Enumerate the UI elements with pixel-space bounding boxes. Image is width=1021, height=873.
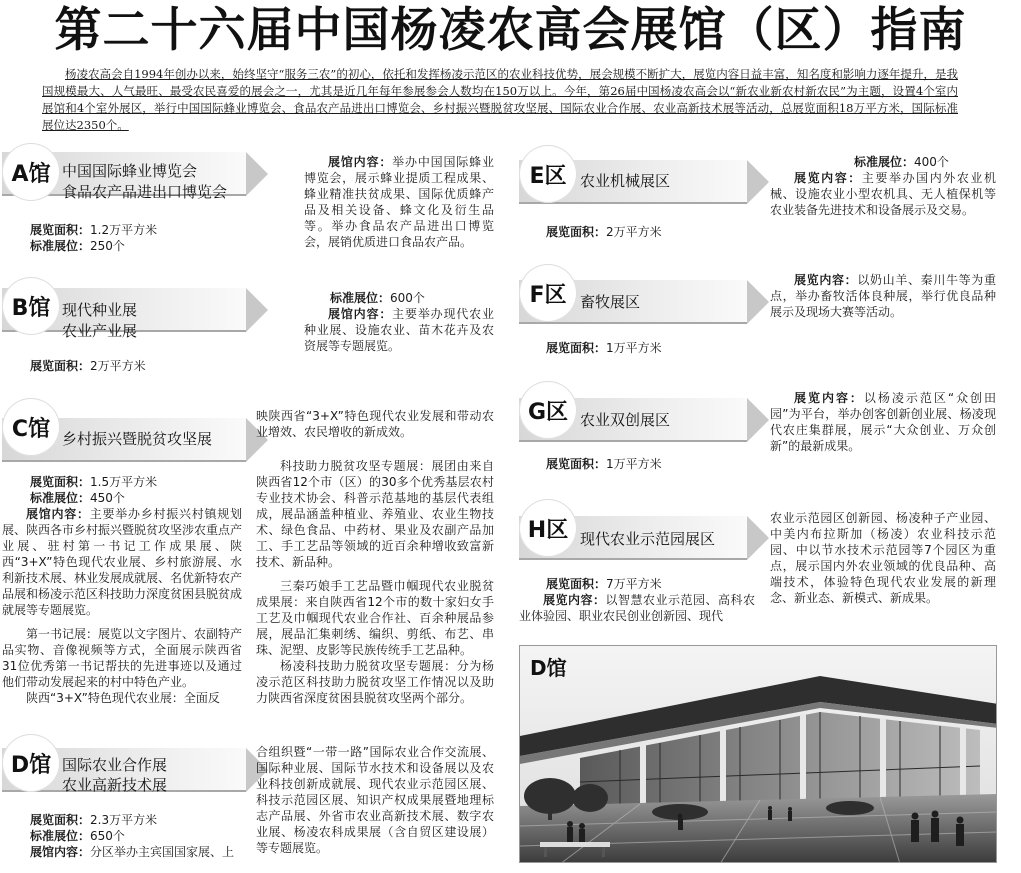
zone-h-content-a-text: 以智慧农业示范园、高科农业体验园、职业农民创业创新园、现代 [519, 593, 755, 623]
zone-g-badge: G区 [519, 381, 577, 439]
zone-f-badge: F区 [519, 264, 577, 322]
booths-label: 标准展位： [30, 829, 91, 843]
content-label: 展馆内容： [328, 155, 393, 169]
page-title: 第二十六届中国杨凌农高会展馆（区）指南 [54, 3, 967, 58]
hall-c-booths-value: 450个 [90, 491, 125, 505]
hall-c-area [30, 474, 157, 490]
hall-c-content [2, 506, 242, 618]
hall-c-content-text: 主要举办乡村振兴村镇规划展、陕西各市乡村振兴暨脱贫攻坚涉农重点产业展、驻村第一书记工作成果展、陕西“3+X”特色现代农业展、乡村旅游展、水利新技术展、林业发展成就展、名优新特农产品展和杨凌示范区科技助力深度贫困县脱贫成就展等专题展览。 [2, 507, 243, 617]
booths-label: 标准展位： [30, 491, 91, 505]
zone-f-name: 畜牧展区 [580, 293, 641, 311]
hall-a-content [304, 154, 494, 250]
hall-c-section-5: 杨凌科技助力脱贫攻坚专题展：分为杨凌示范区科技助力脱贫攻坚工作情况以及助力陕西省深度贫困县脱贫攻坚两个部分。 [256, 659, 494, 705]
hall-c-section-4: 三秦巧娘手工艺品暨巾帼现代农业脱贫成果展：来自陕西省12个市的数十家妇女手工艺及巾帼现代农业合作社、百余种展品参展，展品汇集刺绣、编织、剪纸、布艺、串珠、泥塑、皮影等民族传统手工艺品种。 [256, 579, 494, 657]
zone-h-content-b: 农业示范园区创新园、杨凌种子产业园、中美内布拉斯加（杨凌）农业科技示范园、中以节水技术示范园等7个园区为重点，展示国内外农业领域的优良品种、高端技术，体验特色现代农业发展的新理念、新业态、新模式、新成果。 [770, 511, 996, 605]
hall-b-booths-value: 600个 [390, 291, 425, 305]
hall-d-name-2: 农业高新技术展 [62, 776, 168, 794]
hall-a-name-2: 食品农产品进出口博览会 [62, 183, 228, 201]
hall-b-arrow [246, 288, 268, 332]
booths-label: 标准展位： [854, 155, 915, 169]
hall-d-name-1: 国际农业合作展 [62, 756, 168, 774]
content-label: 展馆内容： [30, 845, 91, 859]
zone-h-content-a [519, 592, 755, 624]
zone-f-arrow [747, 280, 769, 324]
hall-a-content-text: 举办中国国际蜂业博览会，展示蜂业提质工程成果、蜂业精准扶贫成果、国际优质蜂产品及相关设备、蜂文化及衍生品等。举办食品农产品进出口博览会，展销优质进口食品农产品。 [304, 155, 494, 249]
photo-label: D馆 [530, 656, 567, 680]
hall-c-booths [30, 490, 125, 506]
hall-b-name-1: 现代种业展 [62, 301, 138, 319]
zone-e-content [770, 170, 996, 218]
content-label: 展馆内容： [328, 307, 393, 321]
hall-d-badge: D馆 [2, 734, 60, 792]
hall-d-booths-value: 650个 [90, 829, 125, 843]
hall-a-arrow [246, 152, 268, 196]
intro-text: 杨凌农高会自1994年创办以来，始终坚守“服务三农”的初心，依托和发挥杨凌示范区的农业科技优势，展会规模不断扩大，展览内容日益丰富，知名度和影响力逐年提升，是我国规模最大、人气最旺、最受农民喜爱的展会之一，尤其是近几年每年参展参会人数均在150万以上。今年，第26届中国杨凌农高会以“新农业新农村新农民”为主题，设置4个室内展馆和4个室外展区，举行中国国际蜂业博览会、食品农产品进出口博览会、乡村振兴暨脱贫攻坚展、国际农业合作展、农业高新技术展等活动，总展览面积18万平方米，国际标准展位达2350个。 [42, 67, 958, 132]
hall-c-section-2b: 映陕西省“3+X”特色现代农业发展和带动农业增效、农民增收的新成效。 [256, 409, 494, 439]
hall-c-section-1: 第一书记展：展览以文字图片、农副特产品实物、音像视频等方式，全面展示陕西省31位优秀第一书记帮扶的先进事迹以及通过他们带动发展起来的村中特色产业。 [2, 627, 243, 689]
hall-a-name-1: 中国国际蜂业博览会 [62, 162, 198, 180]
booths-label: 标准展位： [30, 239, 91, 253]
hall-a-booths [30, 238, 125, 254]
hall-c-badge: C馆 [2, 398, 60, 456]
hall-c-area-value: 1.5万平方米 [90, 475, 158, 489]
content-label: 展览内容： [543, 593, 606, 607]
zone-g-area [546, 456, 662, 472]
content-label: 展馆内容： [26, 507, 90, 521]
zone-h-area [546, 576, 662, 592]
zone-e-badge: E区 [519, 145, 577, 203]
intro-paragraph [42, 66, 958, 134]
hall-b-content-text: 主要举办现代农业种业展、设施农业、苗木花卉及农资展等专题展览。 [304, 307, 494, 353]
hall-a-badge: A馆 [2, 143, 60, 201]
zone-e-area-value: 2万平方米 [606, 225, 662, 239]
area-label: 展览面积： [30, 223, 91, 237]
hall-d-photo [519, 645, 997, 863]
hall-b-area [30, 358, 146, 374]
zone-e-content-text: 主要举办国内外农业机械、设施农业小型农机具、无人植保机等农业装备先进技术和设备展示及交易。 [770, 171, 996, 217]
zone-e-area [546, 224, 662, 240]
content-label: 展览内容： [794, 273, 858, 287]
hall-a-area-value: 1.2万平方米 [90, 223, 158, 237]
content-label: 展览内容： [794, 391, 864, 405]
zone-e-arrow [747, 160, 769, 204]
zone-h-area-value: 7万平方米 [606, 577, 662, 591]
zone-f-area-value: 1万平方米 [606, 341, 662, 355]
hall-d-content-a-text: 分区举办主宾国国家展、上 [90, 845, 235, 859]
zone-g-arrow [747, 398, 769, 442]
hall-d-content-b: 合组织暨“一带一路”国际农业合作交流展、国际种业展、国际节水技术和设备展以及农业科技创新成就展、现代农业示范园区展、科技示范园区展、知识产权成果展暨地理标志产品展、外省市农业高新技术展、数字农业展、杨凌农科成果展（含自贸区建设展）等专题展览。 [256, 745, 494, 855]
hall-b-booths [330, 290, 425, 306]
zone-f-area [546, 340, 662, 356]
hall-c-name-1: 乡村振兴暨脱贫攻坚展 [62, 430, 213, 448]
zone-e-name: 农业机械展区 [580, 172, 671, 190]
booths-label: 标准展位： [330, 291, 391, 305]
zone-g-content-text: 以杨凌示范区“众创田园”为平台，举办创客创新创业展、杨凌现代农庄集群展，展示“大众创业、万众创新”的最新成果。 [770, 391, 996, 453]
hall-b-content [304, 306, 494, 354]
hall-a-area [30, 222, 157, 238]
hall-d-content-a [30, 844, 234, 860]
zone-h-arrow [747, 516, 769, 560]
zone-h-name: 现代农业示范园展区 [580, 530, 716, 548]
zone-e-booths [854, 154, 949, 170]
hall-d-area [30, 812, 157, 828]
zone-g-content [770, 390, 996, 454]
hall-b-area-value: 2万平方米 [90, 359, 146, 373]
zone-f-content-text: 以奶山羊、秦川牛等为重点，举办畜牧活体良种展，举行优良品种展示及现场大赛等活动。 [770, 273, 996, 319]
zone-f-content [770, 272, 996, 320]
zone-e-booths-value: 400个 [914, 155, 949, 169]
hall-a-booths-value: 250个 [90, 239, 125, 253]
area-label: 展览面积： [546, 577, 607, 591]
area-label: 展览面积： [546, 457, 607, 471]
zone-h-badge: H区 [519, 499, 577, 557]
area-label: 展览面积： [546, 225, 607, 239]
hall-b-badge: B馆 [2, 277, 60, 335]
hall-d-booths [30, 828, 125, 844]
area-label: 展览面积： [30, 359, 91, 373]
zone-g-area-value: 1万平方米 [606, 457, 662, 471]
hall-b-name-2: 农业产业展 [62, 322, 138, 340]
zone-g-name: 农业双创展区 [580, 411, 671, 429]
hall-c-section-2a: 陕西“3+X”特色现代农业展：全面反 [26, 691, 220, 705]
hall-c-section-3: 科技助力脱贫攻坚专题展：展团由来自陕西省12个市（区）的30多个优秀基层农村专业技术协会、科普示范基地的基层代表组成，展品涵盖种植业、养殖业、农业生物技术、绿色食品、中药材、果业及农副产品加工、手工艺品等领域的近百余种增收致富新技术、新品种。 [256, 459, 494, 569]
area-label: 展览面积： [30, 475, 91, 489]
area-label: 展览面积： [30, 813, 91, 827]
area-label: 展览面积： [546, 341, 607, 355]
hall-d-area-value: 2.3万平方米 [90, 813, 158, 827]
content-label: 展览内容： [794, 171, 862, 185]
exhibition-hall-illustration [520, 646, 997, 863]
